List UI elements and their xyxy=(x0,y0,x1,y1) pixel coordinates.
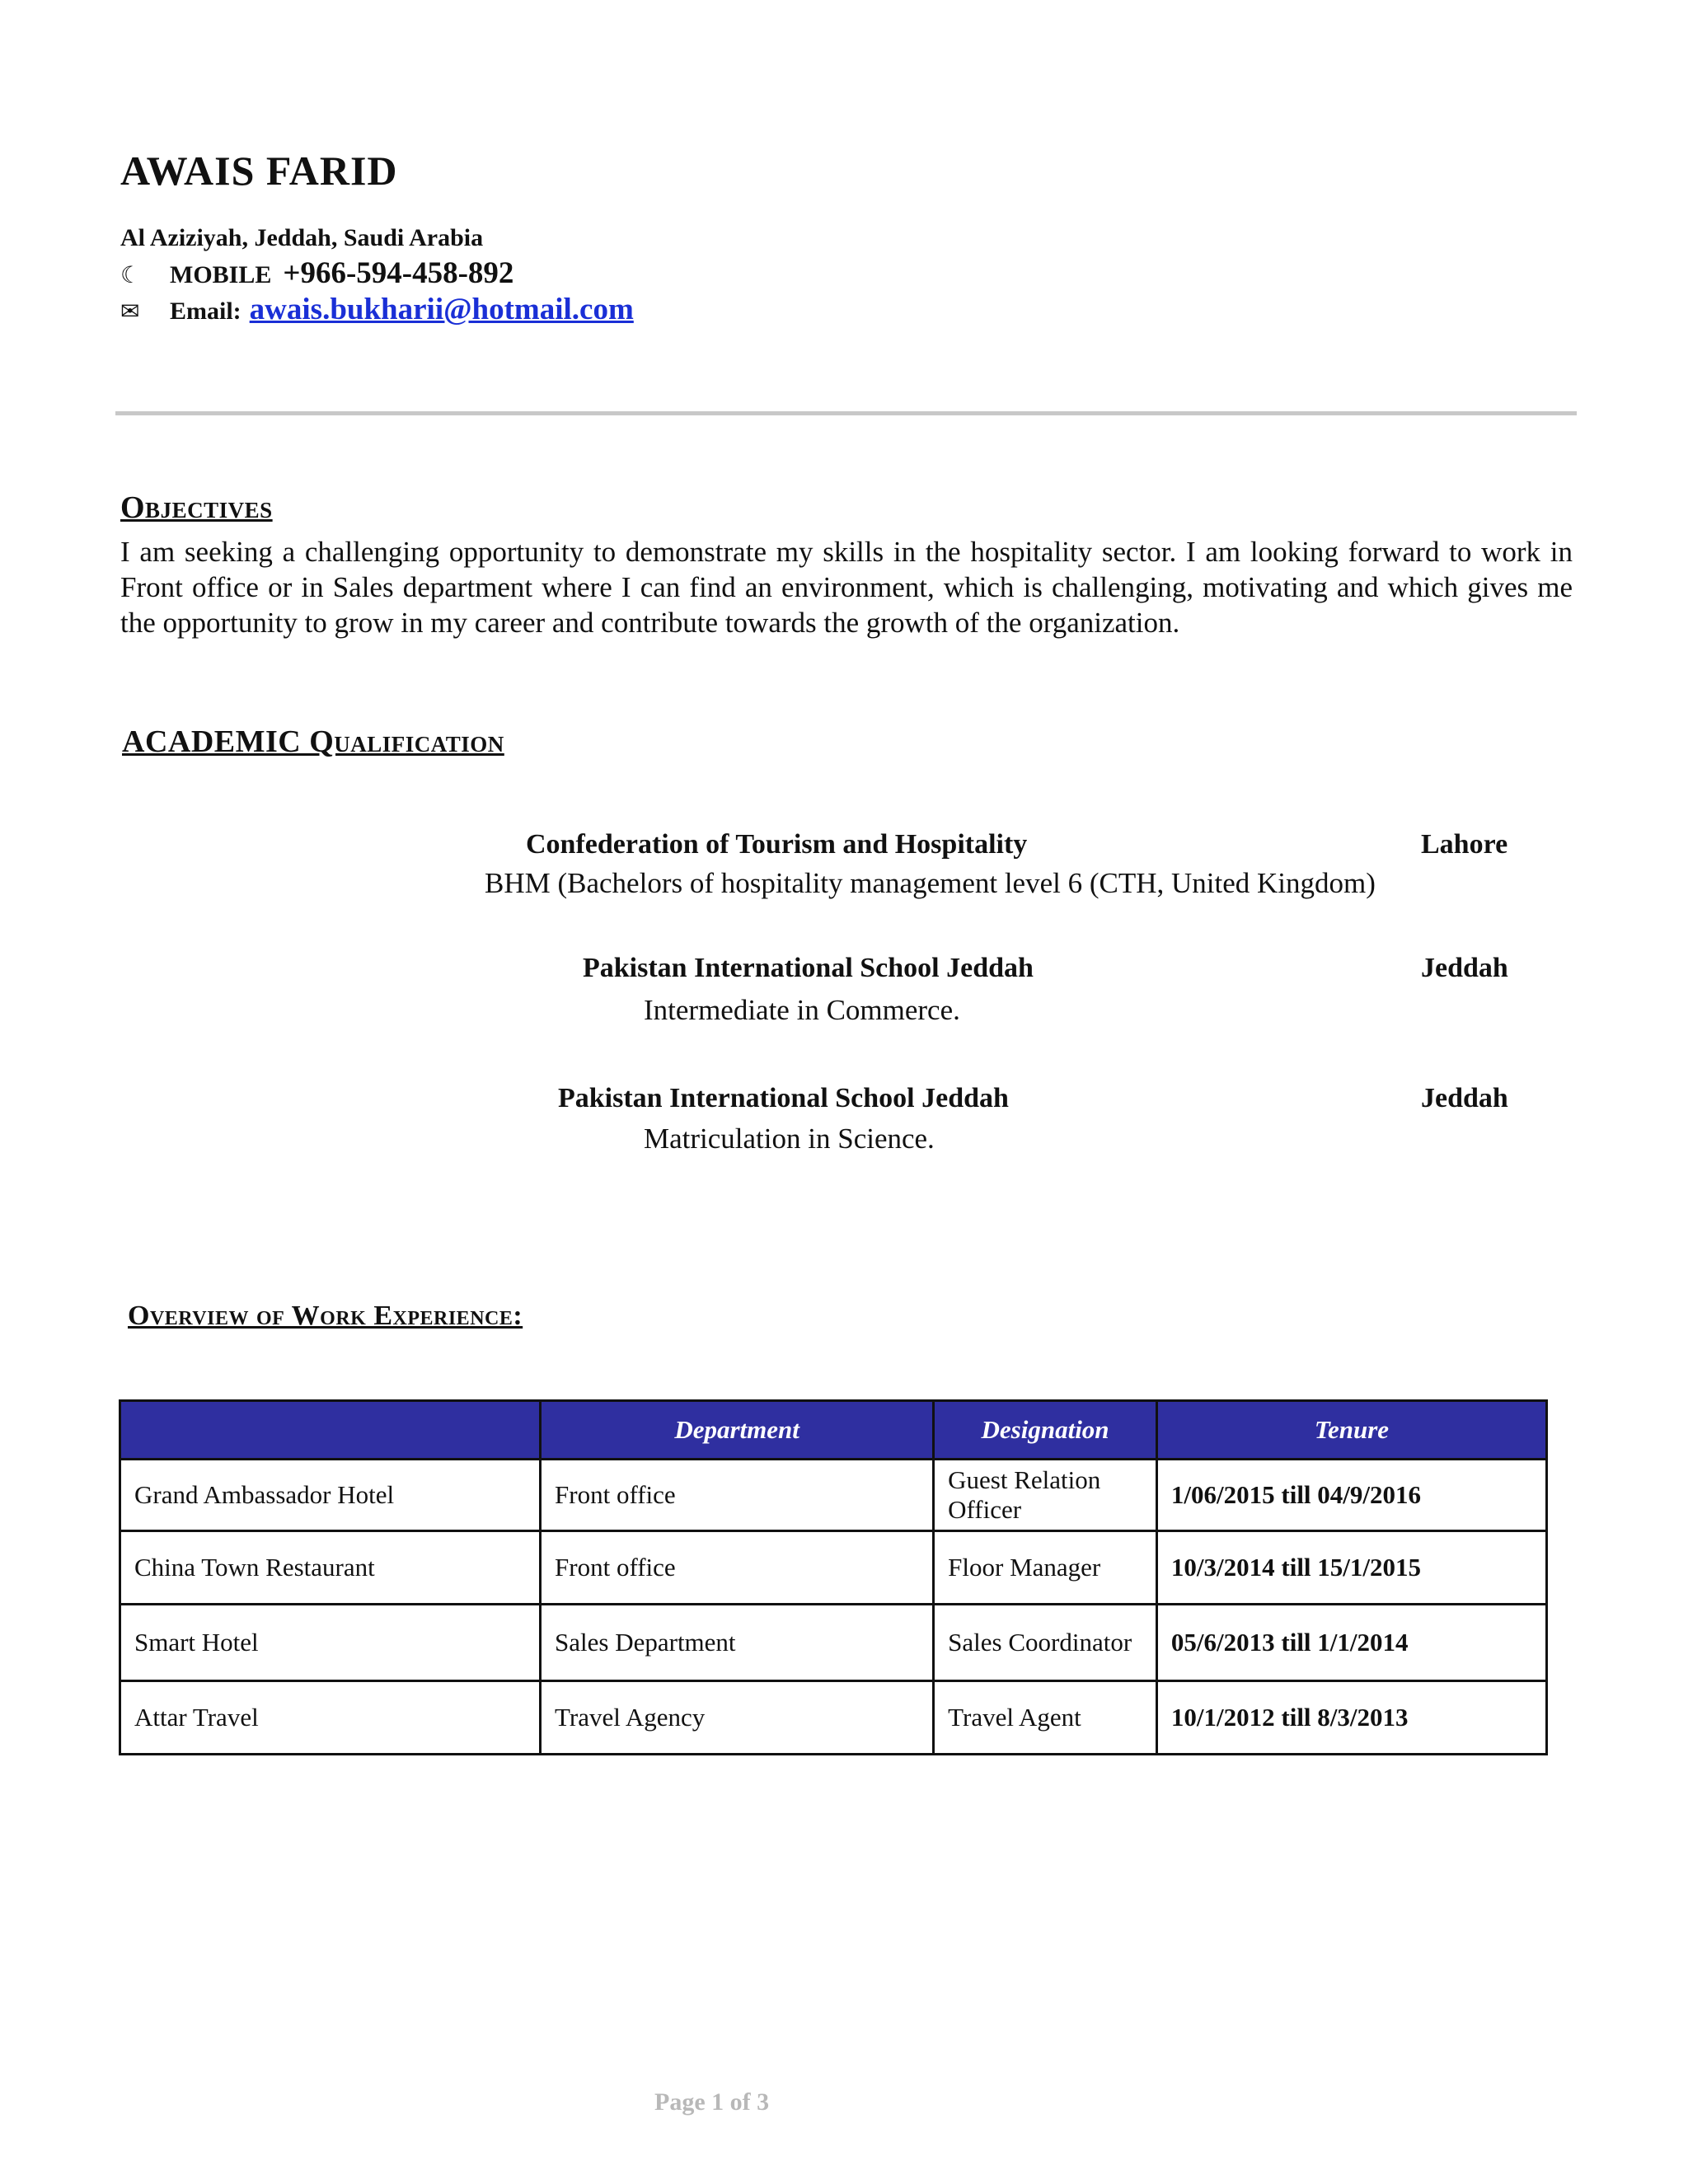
column-header: Designation xyxy=(934,1401,1157,1460)
education-institution: Confederation of Tourism and Hospitality xyxy=(526,829,1028,860)
education-city: Jeddah xyxy=(1421,1083,1508,1113)
company-cell: Smart Hotel xyxy=(120,1605,541,1681)
column-header: Department xyxy=(541,1401,934,1460)
education-institution: Pakistan International School Jeddah xyxy=(558,1083,1009,1113)
education-city: Lahore xyxy=(1421,829,1508,860)
company-cell: Attar Travel xyxy=(120,1681,541,1755)
tenure-cell: 10/3/2014 till 15/1/2015 xyxy=(1156,1531,1546,1605)
email-label: Email: xyxy=(170,298,241,325)
designation-cell: Travel Agent xyxy=(934,1681,1157,1755)
tenure-cell: 10/1/2012 till 8/3/2013 xyxy=(1156,1681,1546,1755)
designation-cell: Floor Manager xyxy=(934,1531,1157,1605)
tenure-cell: 05/6/2013 till 1/1/2014 xyxy=(1156,1605,1546,1681)
mobile-label: MOBILE xyxy=(170,261,272,288)
work-heading: Overview of Work Experience: xyxy=(128,1301,523,1331)
objectives-heading: Objectives xyxy=(120,490,273,525)
academic-heading: ACADEMIC Qualification xyxy=(122,724,504,759)
phone-icon: ☾ xyxy=(120,263,142,288)
table-header-row xyxy=(120,1401,1547,1460)
header-divider xyxy=(115,411,1577,415)
department-cell: Sales Department xyxy=(541,1605,934,1681)
column-header: Tenure xyxy=(1156,1401,1546,1460)
column-header xyxy=(120,1401,541,1460)
envelope-icon: ✉ xyxy=(120,299,140,325)
education-degree: BHM (Bachelors of hospitality management level 6 (CTH, United Kingdom) xyxy=(485,867,1376,899)
page-number: Page 1 of 3 xyxy=(654,2088,770,2116)
table-row xyxy=(120,1605,1547,1681)
tenure-cell: 1/06/2015 till 04/9/2016 xyxy=(1156,1460,1546,1531)
address: Al Aziziyah, Jeddah, Saudi Arabia xyxy=(120,224,484,251)
mobile-number: +966-594-458-892 xyxy=(283,256,514,290)
email-line xyxy=(120,292,634,327)
designation-cell: Sales Coordinator xyxy=(934,1605,1157,1681)
company-cell: Grand Ambassador Hotel xyxy=(120,1460,541,1531)
table-row xyxy=(120,1460,1547,1531)
department-cell: Front office xyxy=(541,1460,934,1531)
table-row xyxy=(120,1531,1547,1605)
company-cell: China Town Restaurant xyxy=(120,1531,541,1605)
applicant-name: AWAIS FARID xyxy=(120,148,398,194)
mobile-line xyxy=(120,255,513,291)
table-row xyxy=(120,1681,1547,1755)
work-experience-table xyxy=(119,1399,1548,1755)
designation-cell: Guest Relation Officer xyxy=(934,1460,1157,1531)
department-cell: Travel Agency xyxy=(541,1681,934,1755)
email-link[interactable]: awais.bukharii@hotmail.com xyxy=(249,293,634,326)
education-city: Jeddah xyxy=(1421,953,1508,983)
department-cell: Front office xyxy=(541,1531,934,1605)
education-degree: Intermediate in Commerce. xyxy=(644,994,960,1026)
objectives-text: I am seeking a challenging opportunity to demonstrate my skills in the hospitality sector. I am looking forward to work in Front office or in Sales department where I can find an environment, which is challenging, motivating and which gives me the opportunity to grow in my career and contribute towards the growth of the organization. xyxy=(120,536,1573,639)
education-degree: Matriculation in Science. xyxy=(644,1122,935,1155)
education-institution: Pakistan International School Jeddah xyxy=(583,953,1034,983)
